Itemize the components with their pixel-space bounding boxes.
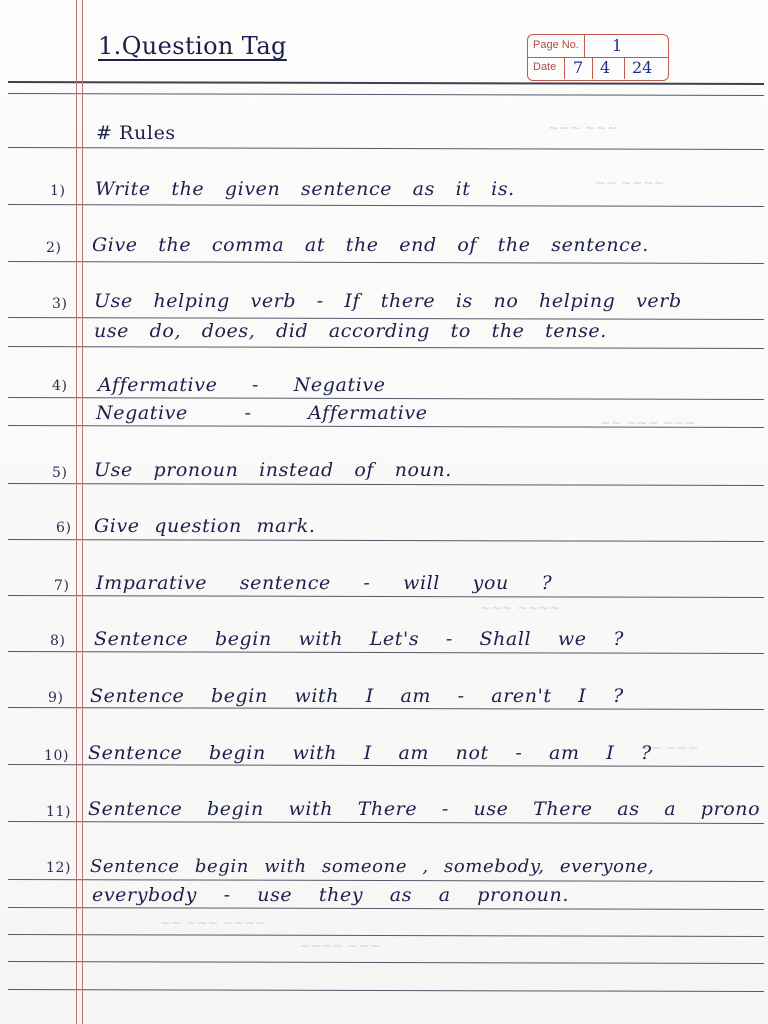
rule-number: 11) <box>46 804 72 820</box>
bleed-through-mark: ~~~ ~~~~ <box>300 938 381 953</box>
page-date-box <box>527 34 669 81</box>
date-year: 24 <box>632 58 653 77</box>
ruled-line <box>8 764 764 767</box>
rule-text: Give the comma at the end of the sentence. <box>92 234 649 256</box>
page-title: 1.Question Tag <box>98 32 287 60</box>
rule-number: 10) <box>44 748 70 764</box>
ruled-line <box>8 346 764 349</box>
ruled-line <box>8 879 764 882</box>
ruled-line <box>8 397 764 400</box>
rule-text: Sentence begin with I am - aren't I ? <box>90 685 624 707</box>
rule-text: Imparative sentence - will you ? <box>96 572 553 594</box>
rules-heading: # Rules <box>96 122 176 144</box>
rule-number: 8) <box>50 633 66 649</box>
date-month: 4 <box>600 58 611 77</box>
rule-text: Affermative - Negative <box>98 374 386 396</box>
bleed-through-mark: ~~~~ ~~ <box>595 175 665 190</box>
ruled-line <box>8 707 764 710</box>
bleed-through-mark: ~~~~ ~~~ <box>480 600 561 615</box>
bleed-through-mark: ~~~ ~~ <box>640 740 699 755</box>
rule-text: Sentence begin with I am not - am I ? <box>88 742 652 764</box>
ruled-line <box>8 204 764 207</box>
rule-text: Sentence begin with There - use There as a prono <box>88 798 761 820</box>
page-number-label: Page No. <box>533 39 579 51</box>
rule-text-continued: everybody - use they as a pronoun. <box>92 884 569 906</box>
rule-number: 6) <box>56 520 72 536</box>
rule-text-continued: use do, does, did according to the tense. <box>94 320 607 342</box>
margin-line <box>82 0 83 1024</box>
bleed-through-mark: ~~~ ~~~ <box>548 120 618 135</box>
page-number-value: 1 <box>612 36 623 55</box>
ruled-line <box>8 961 764 964</box>
rule-number: 9) <box>48 690 64 706</box>
rule-number: 7) <box>54 578 70 594</box>
ruled-line <box>8 483 764 486</box>
rule-number: 2) <box>46 240 62 256</box>
ruled-line <box>8 261 764 264</box>
rule-text: Sentence begin with someone , somebody, everyone, <box>90 856 655 877</box>
bleed-through-mark: ~~~~ ~~~ ~~ <box>160 915 267 930</box>
rule-number: 4) <box>52 378 68 394</box>
date-day: 7 <box>573 58 584 77</box>
rule-text: Give question mark. <box>94 515 316 537</box>
rule-text: Write the given sentence as it is. <box>95 178 515 200</box>
rule-number: 3) <box>52 296 68 312</box>
ruled-line <box>8 651 764 654</box>
date-label: Date <box>533 61 557 73</box>
ruled-line <box>8 539 764 542</box>
rule-number: 1) <box>50 183 66 199</box>
ruled-line <box>8 147 764 150</box>
rule-text: Sentence begin with Let's - Shall we ? <box>94 628 624 650</box>
ruled-line <box>8 595 764 598</box>
ruled-line <box>8 907 764 910</box>
bleed-through-mark: ~~~ ~~~ ~~ <box>600 415 696 430</box>
ruled-line <box>8 934 764 937</box>
ruled-line <box>8 81 764 85</box>
rule-number: 5) <box>52 465 68 481</box>
margin-line <box>76 0 77 1024</box>
ruled-line <box>8 989 764 992</box>
ruled-line <box>8 93 764 96</box>
rule-number: 12) <box>46 860 72 876</box>
rule-text: Use helping verb - If there is no helping verb <box>94 290 682 312</box>
rule-text: Use pronoun instead of noun. <box>94 459 452 481</box>
rule-text-continued: Negative - Affermative <box>96 402 428 424</box>
ruled-line <box>8 821 764 824</box>
